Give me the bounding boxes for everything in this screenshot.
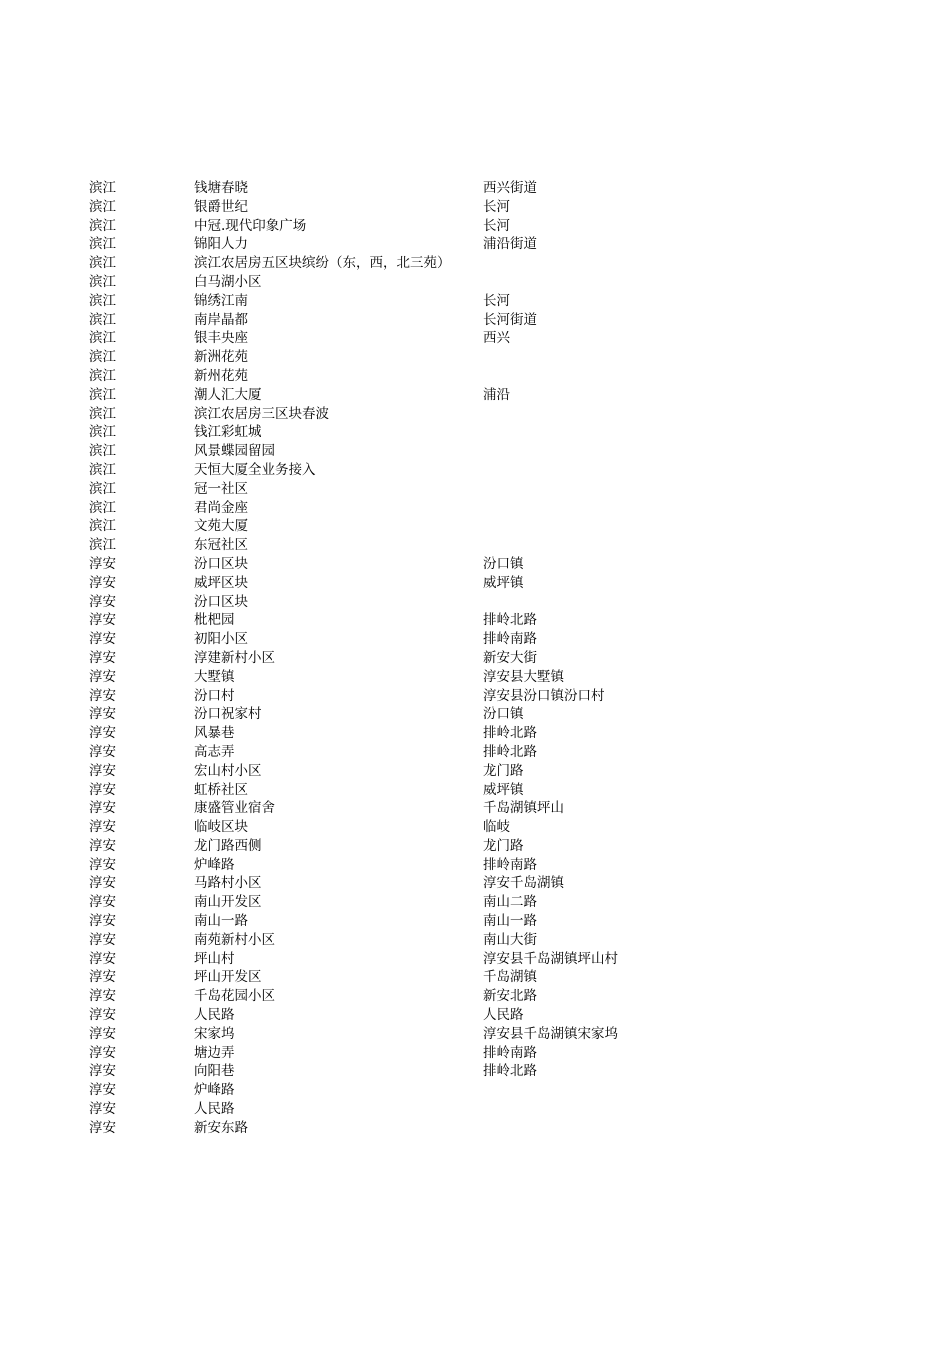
table-row (89, 254, 729, 273)
community-cell: 文苑大厦 (194, 518, 248, 535)
table-row (89, 1081, 729, 1100)
district-cell: 淳安 (89, 1044, 116, 1061)
table-row (89, 611, 729, 630)
street-cell (483, 536, 723, 555)
street-cell: 人民路 (483, 1007, 524, 1024)
table-row (89, 743, 729, 762)
community-cell: 新洲花苑 (194, 349, 248, 366)
district-cell: 淳安 (89, 762, 116, 779)
district-cell: 淳安 (89, 555, 116, 572)
table-row (89, 1006, 729, 1025)
street-cell (483, 461, 723, 480)
table-row (89, 329, 729, 348)
community-cell: 南岸晶都 (194, 311, 248, 328)
district-cell: 滨江 (89, 217, 116, 234)
table-row (89, 217, 729, 236)
community-cell: 龙门路西侧 (194, 837, 262, 854)
street-cell: 威坪镇 (483, 781, 524, 798)
district-cell: 淳安 (89, 649, 116, 666)
street-cell: 淳安县汾口镇汾口村 (483, 687, 605, 704)
street-cell: 排岭北路 (483, 725, 537, 742)
table-row (89, 593, 729, 612)
community-cell: 冠一社区 (194, 480, 248, 497)
street-cell: 淳安县千岛湖镇宋家坞 (483, 1025, 618, 1042)
table-row (89, 198, 729, 217)
community-cell: 千岛花园小区 (194, 988, 275, 1005)
street-cell (483, 1100, 723, 1119)
street-cell: 汾口镇 (483, 706, 524, 723)
street-cell: 龙门路 (483, 837, 524, 854)
table-row (89, 235, 729, 254)
community-cell: 南山一路 (194, 913, 248, 930)
street-cell (483, 273, 723, 292)
street-cell: 排岭北路 (483, 743, 537, 760)
district-cell: 淳安 (89, 913, 116, 930)
district-cell: 滨江 (89, 330, 116, 347)
community-cell: 枇杷园 (194, 612, 235, 629)
table-row (89, 1119, 729, 1138)
community-cell: 钱塘春晓 (194, 180, 248, 196)
table-row (89, 405, 729, 424)
district-cell: 淳安 (89, 894, 116, 911)
district-cell: 淳安 (89, 837, 116, 854)
street-cell: 西兴街道 (483, 180, 537, 196)
table-row (89, 762, 729, 781)
community-cell: 坪山村 (194, 950, 235, 967)
street-cell: 浦沿 (483, 386, 510, 403)
street-cell: 淳安县千岛湖镇坪山村 (483, 950, 618, 967)
street-cell: 长河街道 (483, 311, 537, 328)
community-cell: 坪山开发区 (194, 969, 262, 986)
street-cell: 龙门路 (483, 762, 524, 779)
street-cell: 浦沿街道 (483, 236, 537, 253)
table-row (89, 874, 729, 893)
district-cell: 滨江 (89, 273, 116, 290)
table-row (89, 555, 729, 574)
district-cell: 淳安 (89, 1101, 116, 1118)
table-row (89, 1100, 729, 1119)
street-cell (483, 1119, 723, 1138)
community-cell: 临岐区块 (194, 819, 248, 836)
table-row (89, 536, 729, 555)
district-cell: 淳安 (89, 875, 116, 892)
district-cell: 淳安 (89, 593, 116, 610)
table-row (89, 893, 729, 912)
street-cell: 千岛湖镇坪山 (483, 800, 564, 817)
table-row (89, 818, 729, 837)
district-cell: 滨江 (89, 499, 116, 516)
street-cell: 南山二路 (483, 894, 537, 911)
district-cell: 滨江 (89, 537, 116, 554)
district-cell: 淳安 (89, 1082, 116, 1099)
street-cell: 西兴 (483, 330, 510, 347)
street-cell: 淳安千岛湖镇 (483, 875, 564, 892)
community-cell: 马路村小区 (194, 875, 262, 892)
district-cell: 滨江 (89, 461, 116, 478)
district-cell: 淳安 (89, 612, 116, 629)
street-cell: 排岭南路 (483, 856, 537, 873)
community-cell: 中冠.现代印象广场 (194, 217, 307, 234)
district-cell: 滨江 (89, 443, 116, 460)
community-cell: 银丰央座 (194, 330, 248, 347)
table-row (89, 517, 729, 536)
district-cell: 滨江 (89, 349, 116, 366)
table-row (89, 348, 729, 367)
community-cell: 大墅镇 (194, 668, 235, 685)
community-cell: 东冠社区 (194, 537, 248, 554)
community-cell: 康盛管业宿舍 (194, 800, 275, 817)
district-cell: 淳安 (89, 931, 116, 948)
table-row (89, 837, 729, 856)
street-cell (483, 517, 723, 536)
community-cell: 锦绣江南 (194, 292, 248, 309)
community-cell: 宏山村小区 (194, 762, 262, 779)
district-cell: 滨江 (89, 367, 116, 384)
district-cell: 淳安 (89, 706, 116, 723)
street-cell (483, 1081, 723, 1100)
community-cell: 银爵世纪 (194, 198, 248, 215)
community-cell: 锦阳人力 (194, 236, 248, 253)
table-row (89, 931, 729, 950)
table-row (89, 1062, 729, 1081)
district-cell: 滨江 (89, 180, 116, 196)
street-cell (483, 593, 723, 612)
community-cell: 汾口区块 (194, 555, 248, 572)
table-row (89, 724, 729, 743)
table-row (89, 480, 729, 499)
table-row (89, 968, 729, 987)
district-cell: 淳安 (89, 1025, 116, 1042)
district-cell: 淳安 (89, 950, 116, 967)
district-cell: 滨江 (89, 198, 116, 215)
address-table (89, 179, 729, 1138)
community-cell: 新州花苑 (194, 367, 248, 384)
table-row (89, 311, 729, 330)
community-cell: 虹桥社区 (194, 781, 248, 798)
community-cell: 潮人汇大厦 (194, 386, 262, 403)
table-row (89, 705, 729, 724)
street-cell (483, 367, 723, 386)
district-cell: 滨江 (89, 405, 116, 422)
street-cell: 汾口镇 (483, 555, 524, 572)
community-cell: 威坪区块 (194, 574, 248, 591)
table-row (89, 799, 729, 818)
community-cell: 淳建新村小区 (194, 649, 275, 666)
street-cell (483, 348, 723, 367)
street-cell (483, 405, 723, 424)
community-cell: 汾口村 (194, 687, 235, 704)
community-cell: 高志弄 (194, 743, 235, 760)
table-row (89, 423, 729, 442)
table-row (89, 499, 729, 518)
community-cell: 白马湖小区 (194, 273, 262, 290)
table-row (89, 292, 729, 311)
table-row (89, 687, 729, 706)
community-cell: 炉峰路 (194, 1082, 235, 1099)
street-cell: 长河 (483, 292, 510, 309)
district-cell: 滨江 (89, 386, 116, 403)
community-cell: 天恒大厦全业务接入 (194, 461, 316, 478)
table-row (89, 1044, 729, 1063)
table-row (89, 987, 729, 1006)
street-cell (483, 254, 723, 273)
street-cell: 淳安县大墅镇 (483, 668, 564, 685)
table-row (89, 574, 729, 593)
street-cell: 排岭北路 (483, 1063, 537, 1080)
community-cell: 汾口祝家村 (194, 706, 262, 723)
district-cell: 淳安 (89, 819, 116, 836)
street-cell: 排岭南路 (483, 631, 537, 648)
street-cell: 长河 (483, 217, 510, 234)
district-cell: 滨江 (89, 292, 116, 309)
district-cell: 淳安 (89, 631, 116, 648)
table-row (89, 1025, 729, 1044)
community-cell: 初阳小区 (194, 631, 248, 648)
street-cell (483, 480, 723, 499)
community-cell: 风景蝶园留园 (194, 443, 275, 460)
community-cell: 塘边弄 (194, 1044, 235, 1061)
district-cell: 淳安 (89, 1119, 116, 1136)
community-cell: 新安东路 (194, 1119, 248, 1136)
community-cell: 炉峰路 (194, 856, 235, 873)
street-cell (483, 423, 723, 442)
table-row (89, 273, 729, 292)
community-cell: 南山开发区 (194, 894, 262, 911)
table-row (89, 668, 729, 687)
district-cell: 淳安 (89, 725, 116, 742)
community-cell: 滨江农居房五区块缤纷（东，西，北三苑） (194, 255, 451, 272)
district-cell: 淳安 (89, 969, 116, 986)
community-cell: 风暴巷 (194, 725, 235, 742)
street-cell: 威坪镇 (483, 574, 524, 591)
street-cell (483, 442, 723, 461)
street-cell (483, 499, 723, 518)
community-cell: 滨江农居房三区块春波 (194, 405, 329, 422)
community-cell: 人民路 (194, 1007, 235, 1024)
community-cell: 宋家坞 (194, 1025, 235, 1042)
table-row (89, 442, 729, 461)
district-cell: 淳安 (89, 574, 116, 591)
table-row (89, 950, 729, 969)
community-cell: 人民路 (194, 1101, 235, 1118)
street-cell: 千岛湖镇 (483, 969, 537, 986)
street-cell: 排岭南路 (483, 1044, 537, 1061)
district-cell: 滨江 (89, 518, 116, 535)
district-cell: 淳安 (89, 781, 116, 798)
table-row (89, 367, 729, 386)
community-cell: 汾口区块 (194, 593, 248, 610)
table-row (89, 856, 729, 875)
street-cell: 新安大街 (483, 649, 537, 666)
table-row (89, 461, 729, 480)
district-cell: 滨江 (89, 255, 116, 272)
table-row (89, 386, 729, 405)
street-cell: 南山大街 (483, 931, 537, 948)
table-row (89, 630, 729, 649)
district-cell: 滨江 (89, 311, 116, 328)
table-row (89, 649, 729, 668)
street-cell: 长河 (483, 198, 510, 215)
district-cell: 淳安 (89, 800, 116, 817)
district-cell: 淳安 (89, 687, 116, 704)
street-cell: 临岐 (483, 819, 510, 836)
community-cell: 钱江彩虹城 (194, 424, 262, 441)
district-cell: 淳安 (89, 856, 116, 873)
district-cell: 淳安 (89, 668, 116, 685)
street-cell: 排岭北路 (483, 612, 537, 629)
district-cell: 滨江 (89, 480, 116, 497)
district-cell: 淳安 (89, 988, 116, 1005)
table-row (89, 781, 729, 800)
street-cell: 新安北路 (483, 988, 537, 1005)
community-cell: 南苑新村小区 (194, 931, 275, 948)
district-cell: 滨江 (89, 236, 116, 253)
district-cell: 淳安 (89, 743, 116, 760)
street-cell: 南山一路 (483, 913, 537, 930)
table-row (89, 179, 729, 198)
table-row (89, 912, 729, 931)
community-cell: 君尚金座 (194, 499, 248, 516)
community-cell: 向阳巷 (194, 1063, 235, 1080)
district-cell: 淳安 (89, 1063, 116, 1080)
district-cell: 滨江 (89, 424, 116, 441)
district-cell: 淳安 (89, 1007, 116, 1024)
